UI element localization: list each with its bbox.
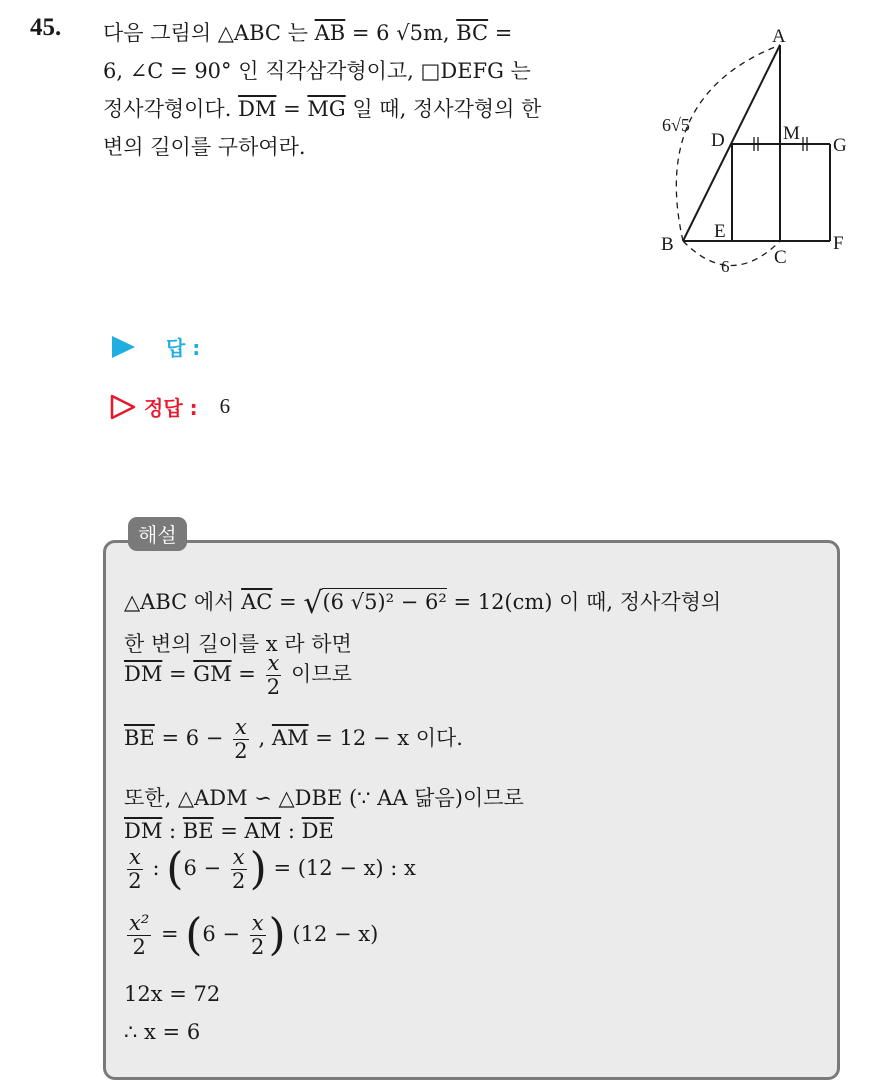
answer-blank-label: 답 : <box>166 336 201 360</box>
label-ab-length: 6√5 <box>662 115 690 135</box>
correct-answer-label: 정답 : <box>144 396 198 420</box>
solution-line-7: $\frac{x}{2}$ : (6 − $\frac{x}{2}$ ) = (12 − x) : x <box>128 843 416 895</box>
label-a: A <box>772 26 786 47</box>
label-m: M <box>783 123 800 144</box>
answer-blank-row <box>110 332 200 361</box>
play-arrow-icon <box>110 335 136 359</box>
solution-tag: 해설 <box>128 517 187 551</box>
question-line-2: 6, ∠C = 90° 인 직각삼각형이고, □DEFG 는 <box>103 59 531 83</box>
question-line-1: 다음 그림의 △ABC 는 $\overline{AB} = 6$ √5m, $\overline{BC}$ = <box>103 21 513 45</box>
outline-arrow-icon <box>110 394 136 420</box>
solution-line-6: $\overline{DM}$ : $\overline{BE} = \overline{AM}$ : $\overline{DE}$ <box>124 819 334 843</box>
solution-line-9: 12x = 72 <box>124 982 221 1006</box>
solution-line-10: ∴ x = 6 <box>124 1020 201 1044</box>
solution-line-8: $\frac{\text{x²}}{2}$ = (6 − $\frac{x}{2}$ ) (12 − x) <box>129 909 379 961</box>
arc-bc <box>683 241 780 266</box>
correct-answer-row <box>110 392 230 421</box>
question-line-3: 정사각형이다. $\overline{DM} = \overline{MG}$ 일 때, 정사각형의 한 <box>103 97 542 121</box>
solution-line-3: $\overline{DM} = \overline{GM}$ = $\frac{x}{2}$ 이므로 <box>124 651 352 700</box>
question-number: 45. <box>30 14 62 41</box>
label-d: D <box>711 130 725 151</box>
solution-line-2: 한 변의 길이를 x 라 하면 <box>124 632 352 656</box>
label-bc-length: 6 <box>721 257 730 276</box>
label-e: E <box>714 221 726 242</box>
label-c: C <box>774 247 787 268</box>
question-text <box>103 14 638 166</box>
geometry-figure <box>655 20 855 282</box>
label-f: F <box>833 233 844 254</box>
question-line-4: 변의 길이를 구하여라. <box>103 135 306 159</box>
correct-answer-value: 6 <box>219 394 231 418</box>
label-b: B <box>661 234 674 255</box>
solution-line-4: $\overline{BE} = 6$ − $\frac{x}{2}$ , $\overline{AM} = 12 - x$ 이다. <box>124 715 463 764</box>
label-g: G <box>833 135 847 156</box>
solution-line-5: 또한, △ADM ∽ △DBE (∵ AA 닮음)이므로 <box>124 786 524 810</box>
solution-line-1: △ABC 에서 $\overline{AC} = √(6$ √5)² − 6² = 12(cm) 이 때, 정사각형의 <box>124 586 722 621</box>
